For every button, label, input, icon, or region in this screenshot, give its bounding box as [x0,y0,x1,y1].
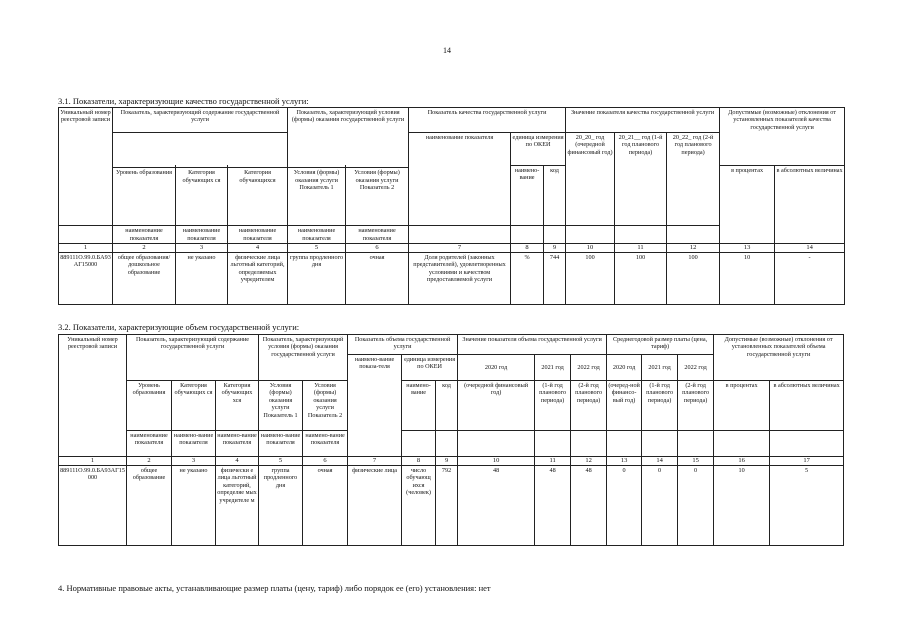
cond-header: Показатель, характеризующий условия (формы) оказания государственной услуги [288,108,409,133]
fee-2020-header: 2020 год [607,355,642,381]
indicator-label: наименование показателя [228,226,288,244]
col-number: 12 [571,457,607,466]
period-2: (1-й год планового периода) [535,381,571,431]
cell-f1: 0 [607,465,642,545]
col-number: 4 [228,244,288,253]
col-cond-2: Условия (формы) оказания услуги Показатель 2 [346,168,409,226]
indicator-label: наименование показателя [346,226,409,244]
year-2022-header: 20_22_ год (2-й год планового периода) [667,132,720,226]
col-category-1: Категория обучающих ся [176,168,228,226]
table-row [59,252,845,304]
cell-code: 744 [544,252,566,304]
col-category-2: Категория обучающих хся [216,381,259,431]
pct-header: в процентах [720,165,775,243]
content-header: Показатель, характеризующий содержание государственной услуги [113,108,288,133]
indicator-label: наименование показателя [127,431,172,457]
col-number: 2 [127,457,172,466]
cell-indicator: Доля родителей (законных представителей), удовлетворенных условиями и качеством предоставляемой услуги [409,252,511,304]
section-3-2-title: 3.2. Показатели, характеризующие объем государственной услуги: [58,322,300,332]
col-number: 14 [775,244,845,253]
page-number: 14 [443,46,451,55]
deviation-header: Допустимые (возможные) отклонения от установленных показателей объема государственной услуги [714,335,844,381]
col-number: 6 [346,244,409,253]
indicator-name-header: наимено-вание показа-теля [348,355,402,431]
col-number: 14 [642,457,678,466]
indicator-label: наимено-вание показателя [172,431,216,457]
unit-name-header: наимено-вание [402,381,436,431]
cell-abs: 5 [770,465,844,545]
cell-category-2: физически е лица льготный категорий, определяе мых учредителе м [216,465,259,545]
cell-indicator: физические лица [348,465,402,545]
cell-y2: 100 [615,252,667,304]
col-number: 12 [667,244,720,253]
cell-level: общее образования/ дошкольное образование [113,252,176,304]
indicator-name-header: наименование показателя [409,132,511,226]
reg-number: 889111О.99.0.БА93АГ15000 [59,465,127,545]
col-number: 5 [259,457,303,466]
unit-code-header: код [436,381,458,431]
col-number: 11 [535,457,571,466]
indicator-label: наимено-вание показателя [303,431,348,457]
col-number: 7 [348,457,402,466]
content-header: Показатель, характеризующий содержание государственной услуги [127,335,259,381]
period-5: (1-й год планового периода) [642,381,678,431]
col-category-1: Категория обучающих ся [172,381,216,431]
cond-header: Показатель, характеризующий условия (формы) оказания государственной услуги [259,335,348,381]
year-2020-header: 20_20_ год (очередной финансовый год) [566,132,615,226]
col-cond-2: Условия (формы) оказания услуги Показатель 2 [303,381,348,431]
section-3-1-title: 3.1. Показатели, характеризующие качество государственной услуги: [58,96,309,106]
cell-cond-1: группа продленного дня [259,465,303,545]
cell-category-2: физические лица льготный категорий, определяемых учредителем [228,252,288,304]
cell-cond-1: группа продленного дня [288,252,346,304]
indicator-label: наименование показателя [176,226,228,244]
quality-header: Показатель качества государственной услуги [409,108,566,133]
table-row [59,465,844,545]
col-number: 3 [172,457,216,466]
col-number: 8 [402,457,436,466]
col-number: 10 [566,244,615,253]
cell-v2: 48 [535,465,571,545]
col-number: 9 [436,457,458,466]
col-number: 17 [770,457,844,466]
indicator-label: наимено-вание показателя [216,431,259,457]
col-number: 2 [113,244,176,253]
cell-pct: 10 [714,465,770,545]
volume-table [58,334,844,546]
pct-header: в процентах [714,381,770,431]
period-4: (очеред-ной финансо-вый год) [607,381,642,431]
quality-table [58,107,845,305]
col-number: 5 [288,244,346,253]
cell-f2: 0 [642,465,678,545]
col-cond-1: Условия (формы) оказания услуги Показатель 1 [259,381,303,431]
col-number: 13 [607,457,642,466]
unit-header: единица измерения по ОКЕИ [402,355,458,381]
footer-note: 4. Нормативные правовые акты, устанавливающие размер платы (цену, тариф) либо порядок ее (его) установления: нет [58,583,491,593]
cell-y1: 100 [566,252,615,304]
cell-code: 792 [436,465,458,545]
col-number: 7 [409,244,511,253]
cell-y3: 100 [667,252,720,304]
cell-cond-2: очная [303,465,348,545]
fee-2022-header: 2022 год [678,355,714,381]
col-number: 9 [544,244,566,253]
reg-header: Уникальный номер реестровой записи [59,108,113,168]
col-number: 10 [458,457,535,466]
col-number: 4 [216,457,259,466]
abs-header: в абсолютных величинах [770,381,844,431]
year-2020-header: 2020 год [458,355,535,381]
year-2021-header: 20_21__ год (1-й год планового периода) [615,132,667,226]
col-number: 6 [303,457,348,466]
cell-f3: 0 [678,465,714,545]
reg-header: Уникальный номер реестровой записи [59,335,127,431]
period-1: (очередной финансовый год) [458,381,535,431]
deviation-header: Допустимые (возможные) отклонения от установленных показателей качества государственной услуги [720,108,845,133]
cell-unit: % [511,252,544,304]
indicator-label: наименование показателя [113,226,176,244]
values-header: Значение показателя объема государственной услуги [458,335,607,355]
cell-pct: 10 [720,252,775,304]
year-2021-header: 2021 год [535,355,571,381]
cell-abs: - [775,252,845,304]
abs-header: в абсолютных величинах [775,165,845,243]
unit-header: единица измерения по ОКЕИ [511,132,566,165]
cell-v1: 48 [458,465,535,545]
col-number: 16 [714,457,770,466]
cell-unit: число обучающ ихся (человек) [402,465,436,545]
reg-number: 889111О.99.0.БА93АГ15000 [59,252,113,304]
fee-2021-header: 2021 год [642,355,678,381]
indicator-label: наименование показателя [288,226,346,244]
col-number: 8 [511,244,544,253]
col-number: 1 [59,244,113,253]
col-number: 15 [678,457,714,466]
values-header: Значение показателя качества государственной услуги [566,108,720,133]
unit-name-header: наимено-вание [511,165,544,226]
cell-cond-2: очная [346,252,409,304]
cell-category-1: не указано [172,465,216,545]
col-number: 11 [615,244,667,253]
volume-header: Показатель объема государственной услуги [348,335,458,355]
col-number: 13 [720,244,775,253]
period-3: (2-й год планового периода) [571,381,607,431]
fee-header: Среднегодовой размер платы (цена, тариф) [607,335,714,355]
cell-level: общее образование [127,465,172,545]
col-cond-1: Условия (формы) оказания услуги Показатель 1 [288,168,346,226]
col-category-2: Категория обучающихся [228,168,288,226]
col-level: Уровень образования [113,168,176,226]
col-level: Уровень образования [127,381,172,431]
cell-category-1: не указано [176,252,228,304]
year-2022-header: 2022 год [571,355,607,381]
indicator-label: наимено-вание показателя [259,431,303,457]
period-6: (2-й год планового периода) [678,381,714,431]
cell-v3: 48 [571,465,607,545]
col-number: 1 [59,457,127,466]
unit-code-header: код [544,165,566,226]
col-number: 3 [176,244,228,253]
